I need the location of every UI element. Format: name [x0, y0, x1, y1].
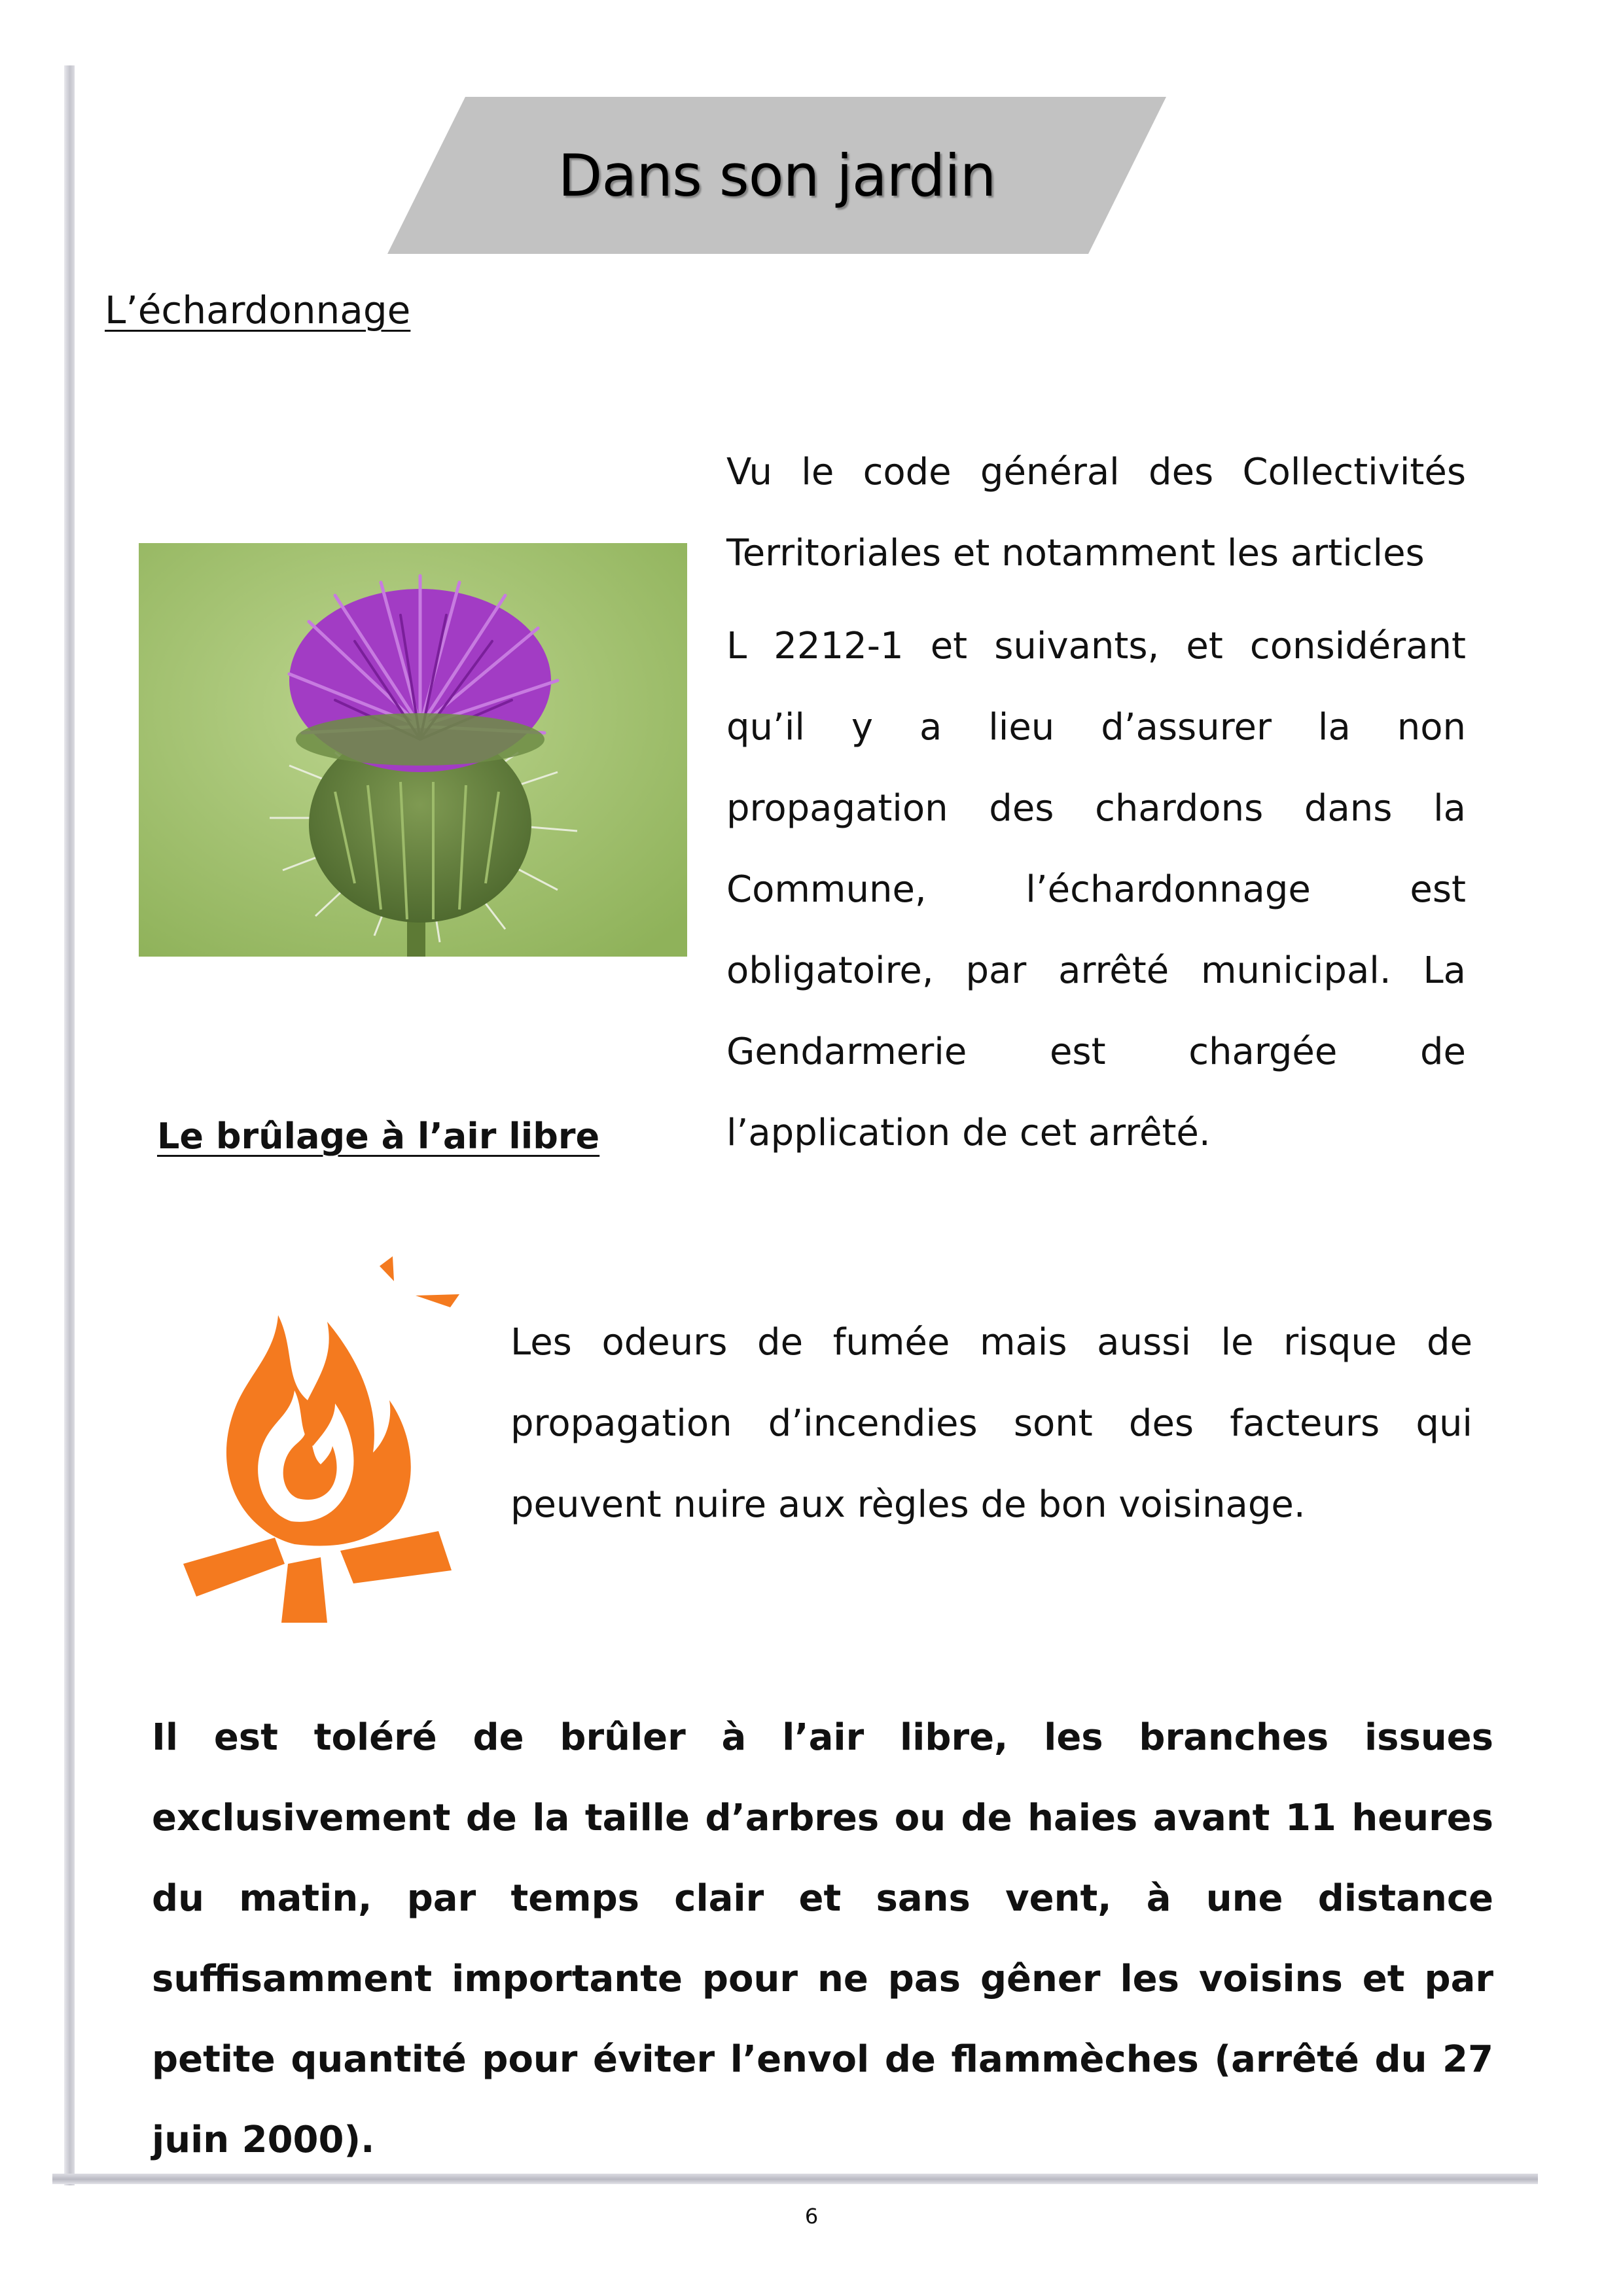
section-heading-brulage: Le brûlage à l’air libre [157, 1116, 600, 1157]
section-heading-echardonnage: L’échardonnage [105, 288, 411, 332]
page-title: Dans son jardin [558, 141, 996, 209]
echardonnage-paragraph-part1: Vu le code général des Collectivités Territoriales et notamment les articles [726, 451, 1466, 574]
brulage-paragraph: Les odeurs de fumée mais aussi le risque de propagation d’incendies sont des facteurs qui peuvent nuire aux règles de bon voisinage. [510, 1321, 1472, 1526]
echardonnage-paragraph-part2: L 2212-1 et suivants, et considérant qu’il y a lieu d’assurer la non propagation des chardons dans la Commune, l’échardonnage est obligatoire, par arrêté municipal. La Gendarmerie est chargée de l’application de cet arrêté. [726, 625, 1466, 1154]
thistle-photo [139, 543, 687, 957]
campfire-icon [164, 1256, 465, 1623]
left-margin-rule [64, 65, 75, 2185]
page-number: 6 [804, 2204, 819, 2229]
brulage-rule-paragraph: Il est toléré de brûler à l’air libre, les branches issues exclusivement de la taille d’arbres ou de haies avant 11 heures du matin, par temps clair et sans vent, à une distance suffisamment importante pour ne pas gêner les voisins et par petite quantité pour éviter l’envol de flammèches (arrêté du 27 juin 2000). [152, 1716, 1493, 2161]
